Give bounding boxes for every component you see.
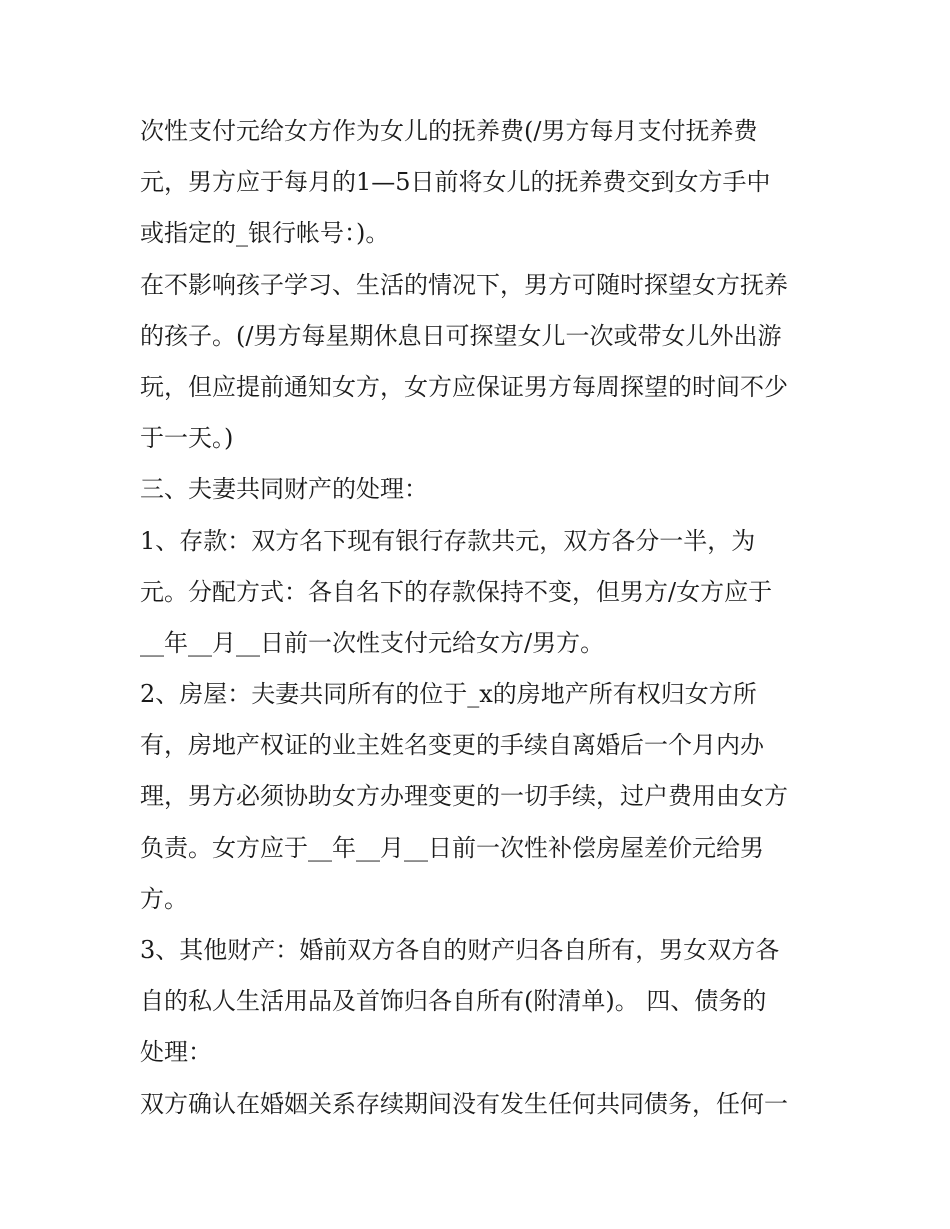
text-line: 的孩子。(/男方每星期休息日可探望女儿一次或带女儿外出游 [140,321,782,350]
text-line: 或指定的_银行帐号：)。 [140,219,390,248]
text-line: 在不影响孩子学习、生活的情况下，男方可随时探望女方抚养 [140,270,788,299]
text-line: 于一天。) [140,424,234,453]
text-line: 1、存款：双方名下现有银行存款共元，双方各分一半，为 [140,526,756,555]
text-line: 双方确认在婚姻关系存续期间没有发生任何共同债务，任何一 [140,1089,788,1118]
text-line: 理，男方必须协助女方办理变更的一切手续，过户费用由女方 [140,782,788,811]
text-line: 负责。女方应于__年__月__日前一次性补偿房屋差价元给男 [140,833,764,862]
text-line: 有，房地产权证的业主姓名变更的手续自离婚后一个月内办 [140,731,764,760]
text-line: 处理： [140,1038,212,1067]
text-line: 次性支付元给女方作为女儿的抚养费(/男方每月支付抚养费 [140,117,758,145]
text-line: 方。 [140,884,188,913]
document-body [140,106,830,1130]
text-line: 元。分配方式：各自名下的存款保持不变，但男方/女方应于 [140,577,773,606]
text-line: 玩，但应提前通知女方，女方应保证男方每周探望的时间不少 [140,372,788,401]
text-line: 2、房屋：夫妻共同所有的位于_x的房地产所有权归女方所 [140,680,757,709]
section-heading: 三、夫妻共同财产的处理： [140,475,428,504]
text-line: 自的私人生活用品及首饰归各自所有(附清单)。 四、债务的 [140,987,767,1016]
text-line: 元，男方应于每月的1—5日前将女儿的抚养费交到女方手中 [140,168,771,197]
text-line: __年__月__日前一次性支付元给女方/男方。 [140,628,605,657]
text-line: 3、其他财产：婚前双方各自的财产归各自所有，男女双方各 [140,936,780,964]
